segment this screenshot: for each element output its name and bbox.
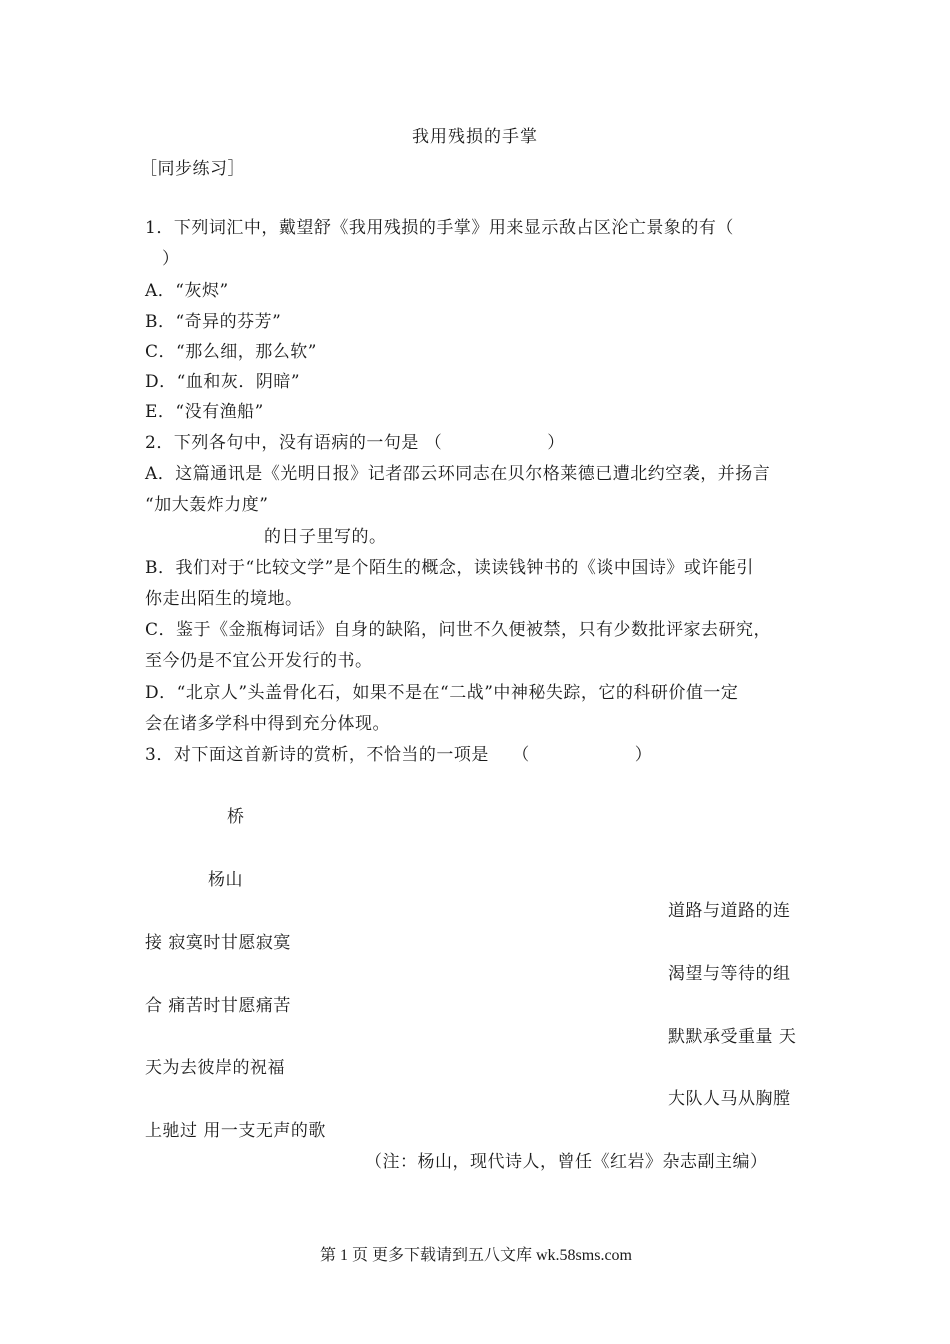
poem-line: 天为去彼岸的祝福 [145, 1058, 285, 1078]
q2-option-b-line1: B．我们对于“比较文学”是个陌生的概念，读读钱钟书的《谈中国诗》或许能引 [145, 558, 754, 578]
q2-option-c-line2: 至今仍是不宜公开发行的书。 [145, 651, 373, 671]
q2-stem: 2．下列各句中，没有语病的一句是 （ ） [145, 433, 565, 453]
poem-line: 大队人马从胸膛 [668, 1089, 791, 1109]
q2-option-a-line2: “加大轰炸力度” [145, 495, 269, 515]
poem-title: 桥 [227, 807, 245, 827]
q2-option-b-line2: 你走出陌生的境地。 [145, 589, 303, 609]
q2-option-a-line1: A．这篇通讯是《光明日报》记者邵云环同志在贝尔格莱德已遭北约空袭，并扬言 [145, 464, 771, 484]
q1-option-e: E．“没有渔船” [145, 402, 264, 422]
q2-option-a-line3: 的日子里写的。 [264, 527, 387, 547]
poem-line: 默默承受重量 天 [668, 1027, 797, 1047]
q1-option-b: B．“奇异的芬芳” [145, 312, 282, 332]
section-label: ［同步练习］ [140, 159, 245, 179]
q1-option-d: D．“血和灰．阴暗” [145, 372, 301, 392]
q1-stem-cont: ） [162, 249, 180, 269]
q1-option-c: C．“那么细，那么软” [145, 342, 317, 362]
poem-line: 渴望与等待的组 [668, 964, 791, 984]
q2-option-d-line2: 会在诸多学科中得到充分体现。 [145, 714, 390, 734]
page-title: 我用残损的手掌 [412, 127, 538, 147]
q1-stem: 1．下列词汇中，戴望舒《我用残损的手掌》用来显示敌占区沦亡景象的有（ [145, 218, 734, 238]
poem-line: 道路与道路的连 [668, 901, 791, 921]
poem-line: 接 寂寞时甘愿寂寞 [145, 933, 291, 953]
q2-option-c-line1: C．鉴于《金瓶梅词话》自身的缺陷，问世不久便被禁，只有少数批评家去研究， [145, 620, 772, 640]
poem-line: 上驰过 用一支无声的歌 [145, 1121, 326, 1141]
q2-option-d-line1: D．“北京人”头盖骨化石，如果不是在“二战”中神秘失踪，它的科研价值一定 [145, 683, 739, 703]
poem-note: （注：杨山，现代诗人，曾任《红岩》杂志副主编） [365, 1152, 768, 1172]
q3-stem: 3．对下面这首新诗的赏析，不恰当的一项是 （ ） [145, 745, 653, 765]
poem-line: 合 痛苦时甘愿痛苦 [145, 996, 291, 1016]
poem-author: 杨山 [208, 870, 243, 890]
page-footer: 第 1 页 更多下载请到五八文库 wk.58sms.com [320, 1247, 633, 1264]
q1-option-a: A．“灰烬” [145, 281, 229, 301]
